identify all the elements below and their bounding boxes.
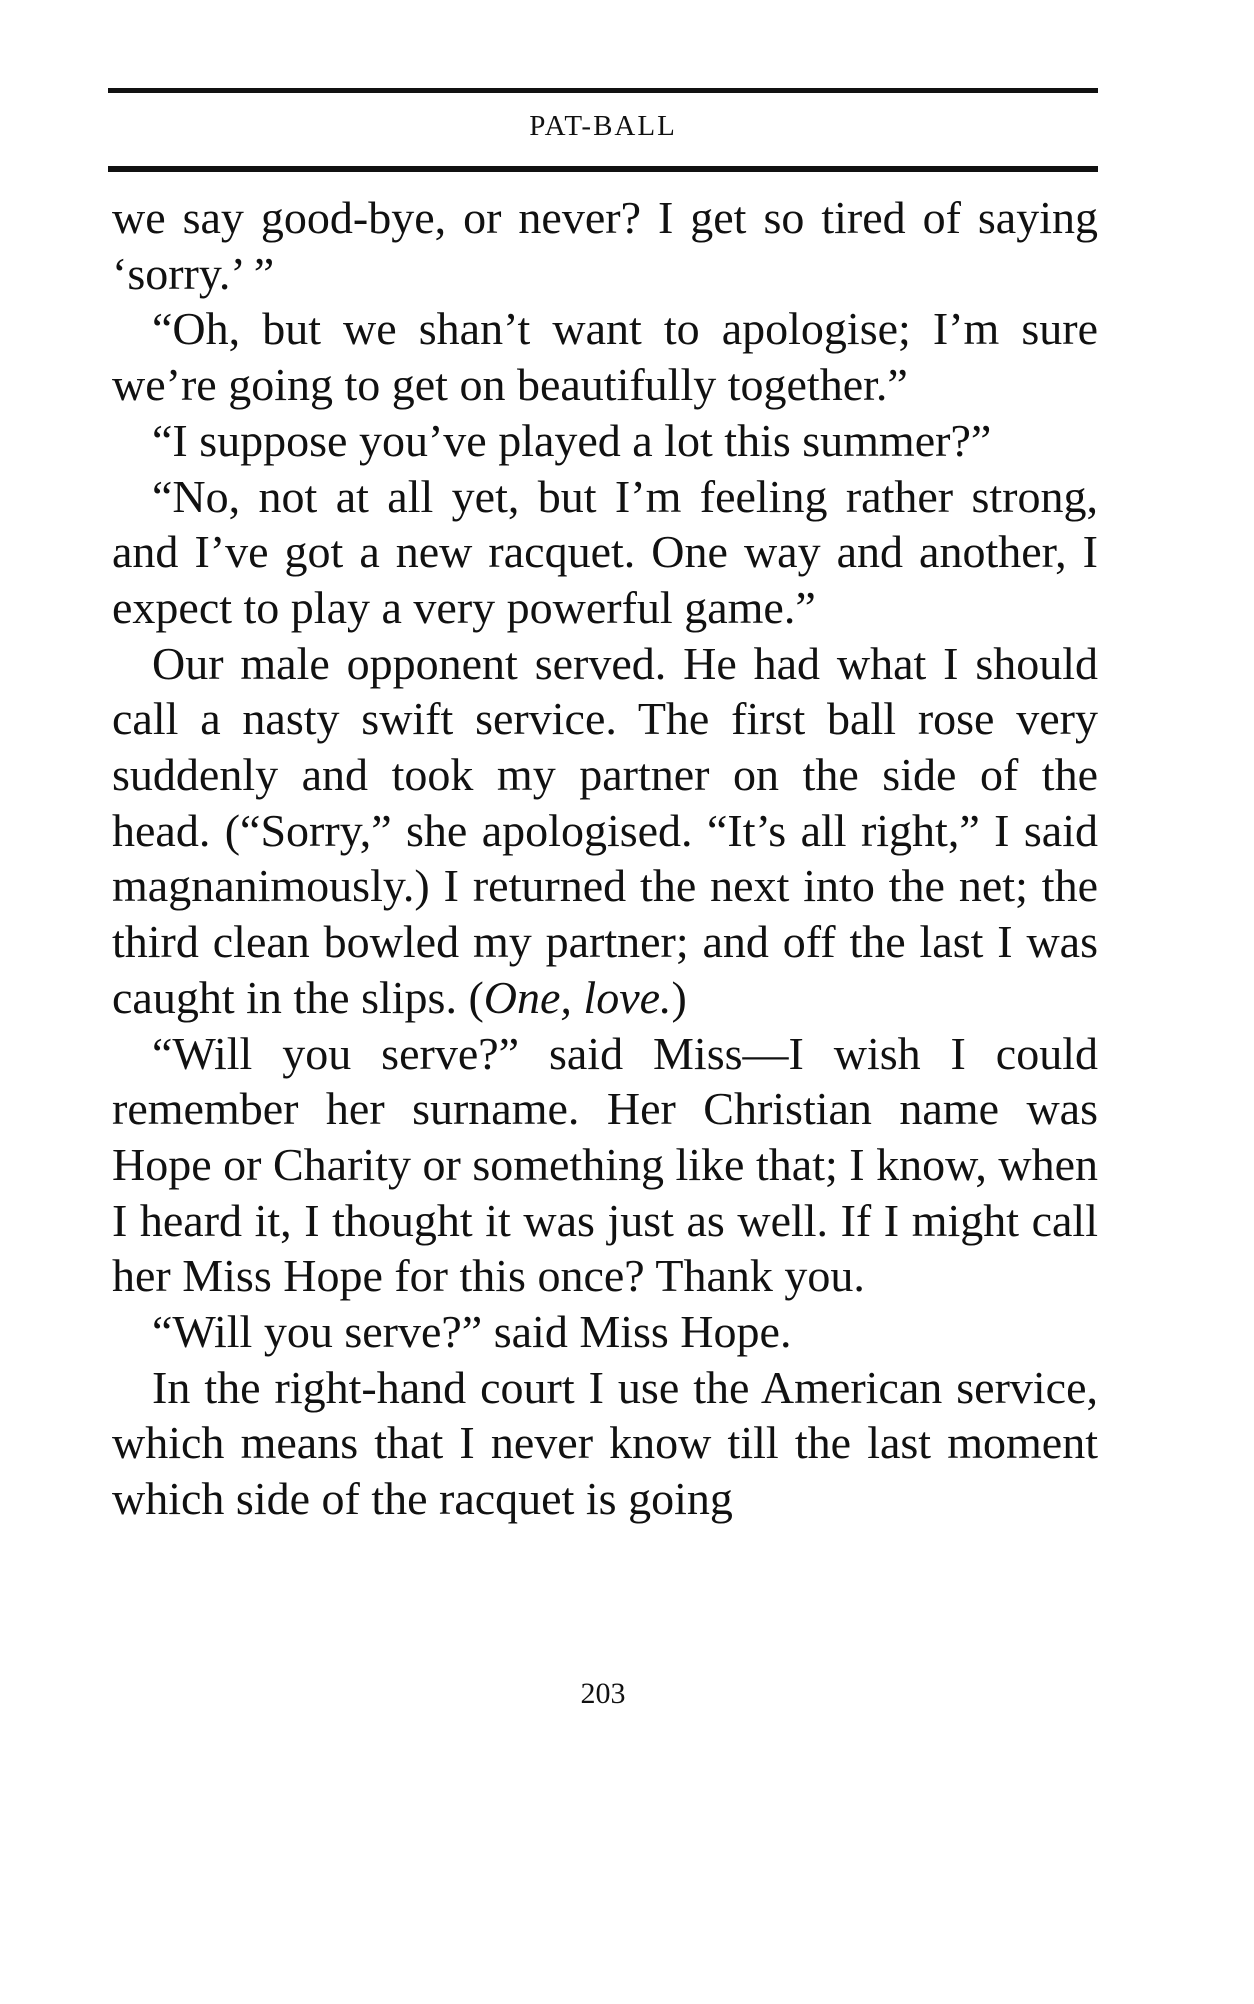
paragraph: “Will you serve?” said Miss—I wish I could remember her surname. Her Christian name was Hope or Charity or something like that; I know, when I heard it, I thought it was just as well. If I might call her Miss Hope for this once? Thank you. bbox=[112, 1027, 1098, 1302]
paragraph: “I suppose you’ve played a lot this summer?” bbox=[152, 414, 992, 466]
score-italic: One, love. bbox=[483, 971, 672, 1023]
paragraph: “Oh, but we shan’t want to apologise; I’m sure we’re going to get on beautifully together.” bbox=[112, 303, 1098, 411]
paragraph bbox=[112, 636, 1098, 1026]
header-rule-top bbox=[108, 88, 1098, 93]
page-number: 203 bbox=[580, 1677, 626, 1710]
paragraph: In the right-hand court I use the American service, which means that I never know till the last moment which side of the racquet is going bbox=[112, 1361, 1098, 1525]
header-rule-bottom bbox=[108, 166, 1098, 172]
paragraph: “No, not at all yet, but I’m feeling rather strong, and I’ve got a new racquet. One way and another, I expect to play a very powerful game.” bbox=[112, 470, 1098, 633]
body-text bbox=[112, 190, 1098, 1527]
paragraph: “Will you serve?” said Miss Hope. bbox=[152, 1306, 792, 1358]
paragraph: we say good-bye, or never? I get so tired of saying ‘sorry.’ ” bbox=[112, 192, 1098, 299]
paragraph-text: Our male opponent served. He had what I should call a nasty swift service. The first ball rose very suddenly and took my partner on the side of the head. (“Sorry,” she apologised. “It’s all right,” I said magnanimously.) I returned the next into the net; the third clean bowled my partner; and off the last I was caught in the slips. ( bbox=[112, 637, 1098, 1023]
paragraph-text: ) bbox=[671, 971, 687, 1023]
running-title: PAT-BALL bbox=[529, 110, 677, 142]
